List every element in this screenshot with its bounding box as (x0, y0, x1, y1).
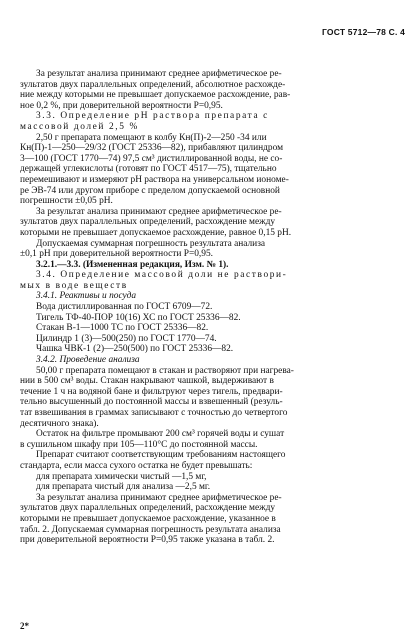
text-line: перемешивают и измеряют рН раствора на универсальном иономе- (20, 174, 289, 185)
text-line: десятичного знака). (20, 418, 99, 429)
text-line: ±0,1 рН при доверительной вероятности P=0,95. (20, 249, 213, 260)
text-line: ние между которыми не превышает допускаемое расхождение, рав- (20, 90, 291, 101)
text-line: при доверительной вероятности P=0,95 также указана в табл. 2. (20, 535, 275, 546)
text-line: табл. 2. Допускаемая суммарная погрешность результата анализа (20, 524, 281, 535)
text-line: погрешности ±0,05 рН. (20, 196, 113, 207)
text-line: Стакан В-1—1000 ТС по ГОСТ 25336—82. (36, 323, 209, 334)
text-line: для препарата химически чистый —1,5 мг, (36, 471, 207, 482)
text-line: зультатов двух параллельных определений, абсолютное расхожде- (20, 79, 286, 90)
text-line: Допускаемая суммарная погрешность результата анализа (36, 238, 266, 249)
text-line: в сушильном шкафу при 105—110°С до постоянной массы. (20, 439, 258, 450)
text-line: ре ЭВ-74 или другом приборе с пределом допускаемой основной (20, 185, 280, 196)
text-line: тельно высушенный до постоянной массы и взвешенный (резуль- (20, 397, 283, 408)
page-header: ГОСТ 5712—78 С. 4 (321, 27, 405, 37)
text-line: стандарта, если масса сухого остатка не будет превышать: (20, 460, 253, 471)
text-line: Цилиндр 1 (3)—500(250) по ГОСТ 1770—74. (36, 333, 217, 344)
text-line: Тигель ТФ-40-ПОР 10(16) ХС по ГОСТ 25336—82. (36, 312, 241, 323)
text-line: Кн(П)-1—250—29/32 (ГОСТ 25336—82), прибавляют цилиндром (20, 143, 284, 154)
text-line: За результат анализа принимают среднее арифметическое ре- (36, 492, 282, 503)
text-line: зультатов двух параллельных определений, расхождение между (20, 217, 276, 228)
text-line: Остаток на фильтре промывают 200 см³ горячей воды и сушат (36, 429, 285, 440)
text-line: для препарата чистый для анализа —2,5 мг. (36, 482, 211, 493)
text-line: 3.4.1. Реактивы и посуда (36, 291, 137, 302)
text-line: 3.4. Определение массовой доли не раствори- (36, 270, 288, 281)
text-line: которыми не превышает допускаемое расхождение, указанное в (20, 513, 276, 524)
text-line: 3.2.1.—3.3. (Измененная редакция, Изм. № 1). (36, 259, 229, 270)
text-line: За результат анализа принимают среднее арифметическое ре- (36, 69, 282, 79)
text-line: держащей углекислоты (готовят по ГОСТ 4517—75), тщательно (20, 164, 277, 175)
text-line: мых в воде веществ (20, 280, 128, 291)
text-line: ное 0,2 %, при доверительной вероятности P=0,95. (20, 100, 223, 111)
text-line: Препарат считают соответствующим требованиям настоящего (36, 450, 286, 461)
text-body (20, 69, 403, 546)
text-line: 50,00 г препарата помещают в стакан и растворяют при нагрева- (36, 365, 294, 376)
text-line: Вода дистиллированная по ГОСТ 6709—72. (36, 302, 213, 313)
text-line: 3—100 (ГОСТ 1770—74) 97,5 см³ дистиллированной воды, не со- (20, 153, 283, 164)
text-line: За результат анализа принимают среднее арифметическое ре- (36, 206, 282, 217)
text-line: течение 1 ч на водяной бане и фильтруют через тигель, предвари- (20, 386, 283, 397)
text-line: зультатов двух параллельных определений, расхождение между (20, 503, 276, 514)
text-line: Чашка ЧВК-1 (2)—250(500) по ГОСТ 25336—82. (36, 344, 234, 355)
page-footer-signature: 2* (20, 621, 29, 631)
text-line: 3.4.2. Проведение анализа (36, 355, 140, 366)
text-line: массовой долей 2,5 % (20, 121, 139, 132)
text-line: тат взвешивания в граммах записывают с точностью до четвертого (20, 408, 288, 418)
text-line: которыми не превышает допускаемое расхождение, равное 0,15 рН. (20, 227, 292, 238)
text-line: 2,50 г препарата помещают в колбу Кн(П)-2—250 -34 или (36, 132, 267, 143)
text-line: нии в 500 см³ воды. Стакан накрывают чашкой, выдерживают в (20, 376, 274, 387)
text-line: 3.3. Определение рН раствора препарата с (36, 111, 269, 122)
